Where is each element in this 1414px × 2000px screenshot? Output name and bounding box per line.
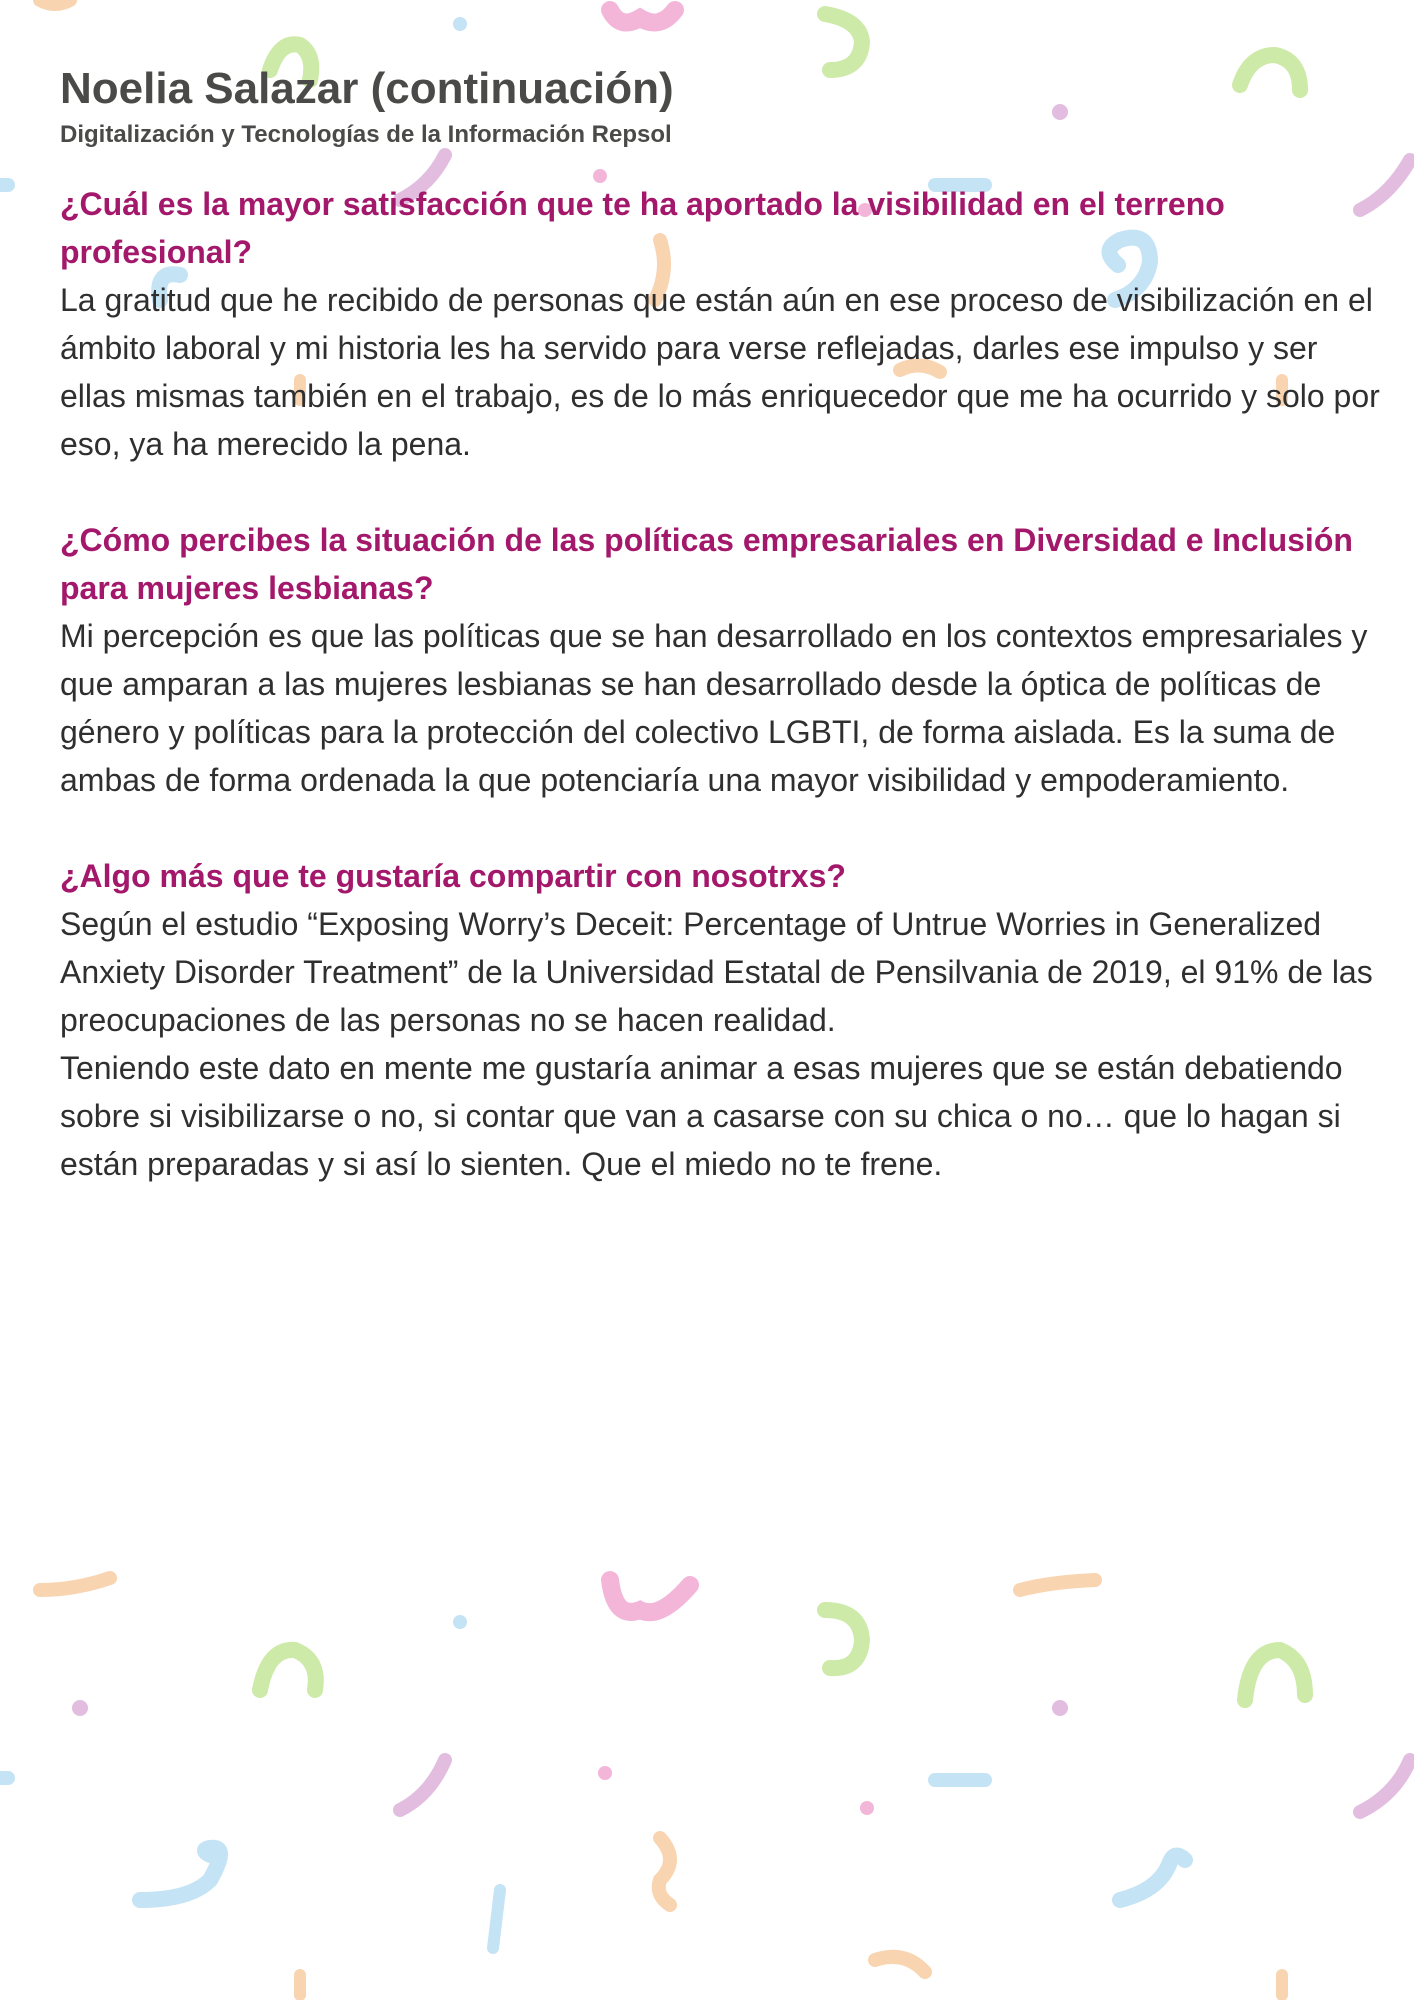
qa-section-2	[60, 516, 1380, 804]
qa-section-3	[60, 852, 1380, 1188]
interviewee-role: Digitalización y Tecnologías de la Información Repsol	[60, 121, 672, 148]
qa-section-1	[60, 180, 1380, 468]
question: ¿Algo más que te gustaría compartir con nosotrxs?	[60, 858, 846, 894]
interviewee-name: Noelia Salazar (continuación)	[60, 64, 674, 113]
question: ¿Cómo percibes la situación de las políticas empresariales en Diversidad e Inclusión para mujeres lesbianas?	[60, 522, 1353, 606]
answer-paragraph: Según el estudio “Exposing Worry’s Deceit: Percentage of Untrue Worries in Generalized Anxiety Disorder Treatment” de la Universidad Estatal de Pensilvania de 2019, el 91% de las preocupaciones de las personas no se hacen realidad.	[60, 906, 1373, 1038]
answer-paragraph: Mi percepción es que las políticas que se han desarrollado en los contextos empresariales y que amparan a las mujeres lesbianas se han desarrollado desde la óptica de políticas de género y políticas para la protección del colectivo LGBTI, de forma aislada. Es la suma de ambas de forma ordenada la que potenciaría una mayor visibilidad y empoderamiento.	[60, 618, 1368, 798]
answer-paragraph: Teniendo este dato en mente me gustaría animar a esas mujeres que se están debatiendo sobre si visibilizarse o no, si contar que van a casarse con su chica o no… que lo hagan si están preparadas y si así lo sienten. Que el miedo no te frene.	[60, 1050, 1343, 1182]
page-header	[60, 60, 1380, 152]
interview-page	[60, 60, 1380, 1188]
question: ¿Cuál es la mayor satisfacción que te ha aportado la visibilidad en el terreno profesional?	[60, 186, 1225, 270]
answer-paragraph: La gratitud que he recibido de personas que están aún en ese proceso de visibilización en el ámbito laboral y mi historia les ha servido para verse reflejadas, darles ese impulso y ser ellas mismas también en el trabajo, es de lo más enriquecedor que me ha ocurrido y solo por eso, ya ha merecido la pena.	[60, 282, 1380, 462]
confetti-bottom-group	[0, 1578, 1410, 1995]
